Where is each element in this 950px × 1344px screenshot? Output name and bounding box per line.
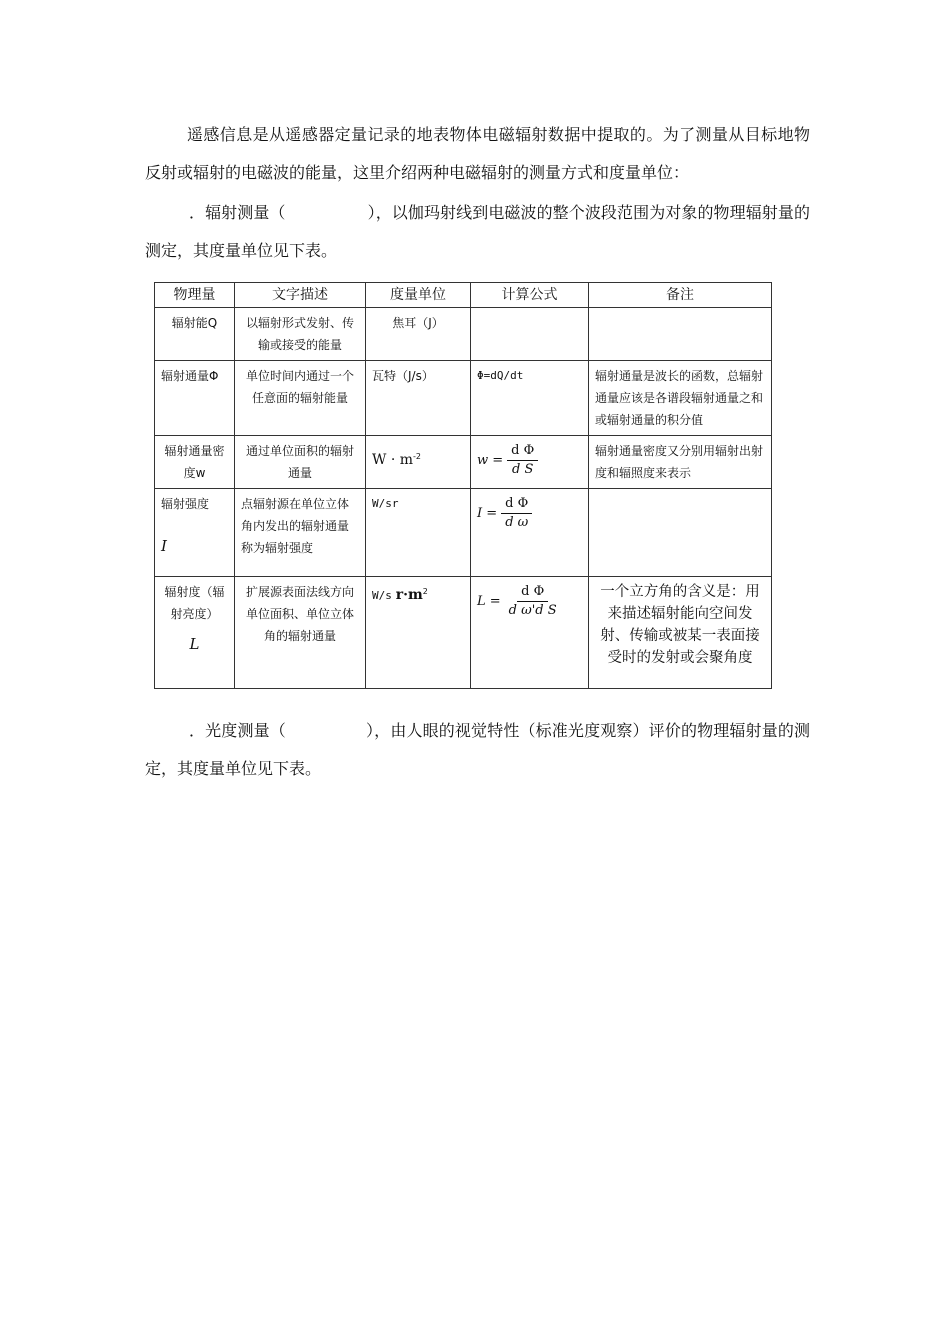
header-note: 备注 [589,283,772,308]
formula-numerator: d Φ [517,583,548,602]
cell-unit: W/sr [366,489,471,577]
unit-exponent: -2 [413,452,421,461]
table-header-row [155,283,772,308]
quantity-label: 辐射度（辐射亮度） [164,585,225,621]
cell-quantity [155,489,235,577]
cell-description: 点辐射源在单位立体角内发出的辐射通量称为辐射强度 [235,489,366,577]
unit-exponent: 2 [422,587,428,596]
cell-quantity: 辐射能Q [155,308,235,361]
intro-paragraph: 遥感信息是从遥感器定量记录的地表物体电磁辐射数据中提取的。为了测量从目标地物反射或辐射的电磁波的能量，这里介绍两种电磁辐射的测量方式和度量单位： [145,125,810,182]
cell-description: 以辐射形式发射、传输或接受的能量 [235,308,366,361]
table-row [155,436,772,489]
formula-fraction [501,495,532,532]
cell-formula [471,436,589,489]
formula-denominator: d ω [505,515,529,530]
formula-denominator: d S [512,462,534,477]
header-formula: 计算公式 [471,283,589,308]
cell-note: 辐射通量是波长的函数，总辐射通量应该是各谱段辐射通量之和或辐射通量的积分值 [589,361,772,436]
cell-formula [471,308,589,361]
cell-quantity: 辐射通量Φ [155,361,235,436]
formula-fraction [507,442,538,479]
cell-unit: 焦耳（J） [366,308,471,361]
cell-quantity [155,577,235,689]
cell-unit [366,577,471,689]
cell-quantity: 辐射通量密度w [155,436,235,489]
table-row [155,577,772,689]
cell-note [589,489,772,577]
table-row [155,308,772,361]
quantity-symbol: L [189,635,200,653]
radiometry-title: 辐射测量（ [205,203,286,222]
unit-base: W · m [372,452,414,468]
cell-unit: 瓦特（J/s） [366,361,471,436]
radiometry-paragraph [145,194,810,270]
cell-description: 通过单位面积的辐射通量 [235,436,366,489]
unit-prefix: W/s [372,589,392,602]
table-row [155,361,772,436]
header-quantity: 物理量 [155,283,235,308]
quantity-symbol: I [161,537,167,555]
quantity-label: 辐射强度 [161,497,210,511]
formula-fraction [505,583,561,620]
cell-note: 辐射通量密度又分别用辐射出射度和辐照度来表示 [589,436,772,489]
photometry-paragraph [145,712,810,788]
formula [477,495,532,532]
cell-note [589,308,772,361]
formula-lhs: L = [477,593,501,609]
formula [477,583,561,620]
formula-numerator: d Φ [501,495,532,514]
radiometry-units-table [154,282,772,689]
cell-description: 扩展源表面法线方向单位面积、单位立体角的辐射通量 [235,577,366,689]
cell-description: 单位时间内通过一个任意面的辐射能量 [235,361,366,436]
section-dot: ． [188,203,205,222]
cell-note: 一个立方角的含义是：用来描述辐射能向空间发射、传输或被某一表面接受时的发射或会聚角度 [589,577,772,689]
photometry-title: 光度测量（ [205,721,286,740]
header-description: 文字描述 [235,283,366,308]
cell-unit [366,436,471,489]
section-dot: ． [188,721,205,740]
photometry-description: ），由人眼的视觉特性（标准光度观察）评价的物理辐射量的测定，其度量单位见下表。 [145,721,810,778]
formula-denominator: d ω'd S [508,603,557,618]
cell-formula: Φ=dQ/dt [471,361,589,436]
cell-formula [471,489,589,577]
formula-numerator: d Φ [507,442,538,461]
cell-formula [471,577,589,689]
unit-base: r·m [395,587,423,603]
table-row [155,489,772,577]
radiometry-description: ），以伽玛射线到电磁波的整个波段范围为对象的物理辐射量的测定，其度量单位见下表。 [145,203,810,260]
formula-lhs: w = [477,452,504,468]
formula-lhs: I = [477,505,498,521]
formula [477,442,538,479]
header-unit: 度量单位 [366,283,471,308]
